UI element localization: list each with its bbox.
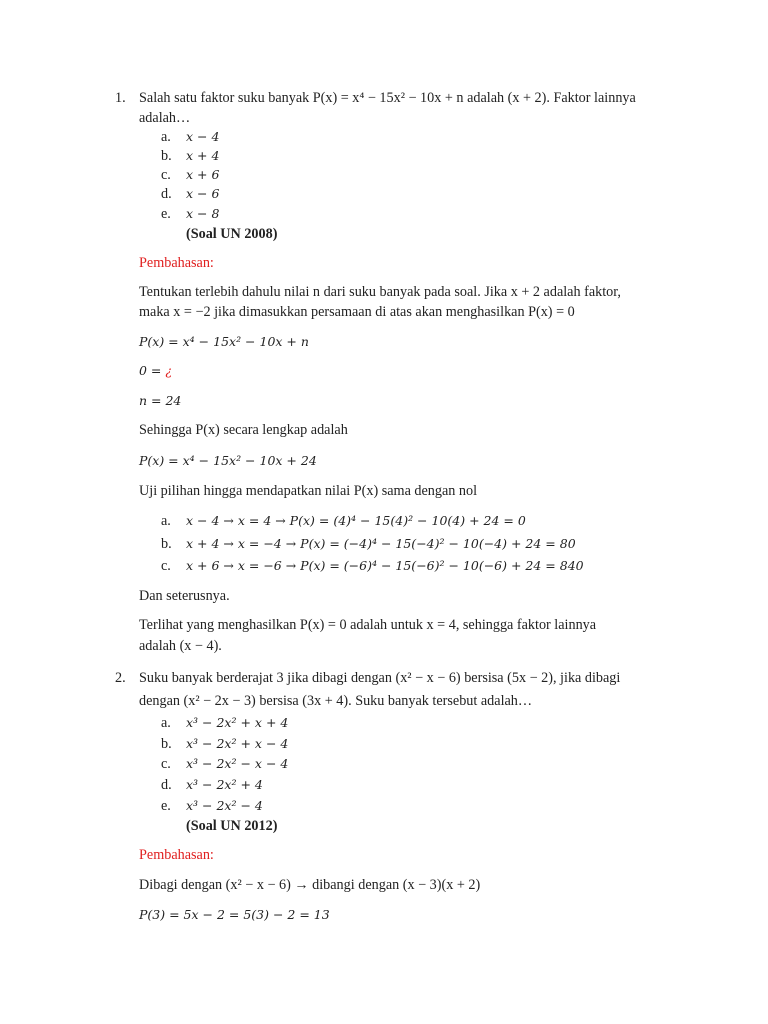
option-value: x³ − 2x² + x − 4: [186, 736, 289, 751]
discussion-text: adalah (x − 4).: [139, 638, 222, 654]
option-value: x − 8: [186, 206, 220, 221]
test-equation: x − 4 → x = 4 → P(x) = (4)⁴ − 15(4)² − 10(4) + 24 = 0: [186, 513, 526, 528]
question-number: 2.: [115, 670, 126, 686]
discussion-text: Dibagi dengan (x² − x − 6) → dibangi dengan (x − 3)(x + 2): [139, 877, 481, 893]
equation: n = 24: [139, 393, 182, 408]
option-value: x³ − 2x² + 4: [186, 777, 263, 792]
discussion-text: maka x = −2 jika dimasukkan persamaan di atas akan menghasilkan P(x) = 0: [139, 304, 575, 320]
option-label: d.: [161, 777, 172, 793]
equation-left: 0 =: [139, 363, 166, 378]
discussion-text: Uji pilihan hingga mendapatkan nilai P(x) sama dengan nol: [139, 483, 478, 499]
option-value: x³ − 2x² + x + 4: [186, 715, 289, 730]
test-label: b.: [161, 536, 172, 552]
question-source: (Soal UN 2008): [186, 226, 278, 242]
question-stem: dengan (x² − 2x − 3) bersisa (3x + 4). Suku banyak tersebut adalah…: [139, 693, 533, 709]
discussion-text: Dan seterusnya.: [139, 588, 230, 604]
garbled-glyph: ¿: [165, 363, 173, 378]
question-stem: Salah satu faktor suku banyak P(x) = x⁴ − 15x² − 10x + n adalah (x + 2). Faktor lainnya: [139, 90, 636, 106]
option-label: a.: [161, 715, 171, 731]
option-label: e.: [161, 798, 171, 814]
option-value: x − 6: [186, 186, 220, 201]
question-source: (Soal UN 2012): [186, 818, 278, 834]
option-label: e.: [161, 206, 171, 222]
equation: P(3) = 5x − 2 = 5(3) − 2 = 13: [139, 907, 330, 922]
option-value: x − 4: [186, 129, 220, 144]
option-label: b.: [161, 736, 172, 752]
question-stem: adalah…: [139, 110, 191, 126]
discussion-text: Sehingga P(x) secara lengkap adalah: [139, 422, 348, 438]
option-value: x + 4: [186, 148, 220, 163]
question-number: 1.: [115, 90, 126, 106]
option-value: x³ − 2x² − 4: [186, 798, 263, 813]
option-value: x + 6: [186, 167, 220, 182]
option-label: c.: [161, 756, 171, 772]
equation: P(x) = x⁴ − 15x² − 10x + 24: [139, 453, 317, 468]
option-label: a.: [161, 129, 171, 145]
discussion-heading: Pembahasan:: [139, 847, 214, 863]
test-equation: x + 6 → x = −6 → P(x) = (−6)⁴ − 15(−6)² − 10(−6) + 24 = 840: [186, 558, 584, 573]
test-label: c.: [161, 558, 171, 574]
test-equation: x + 4 → x = −4 → P(x) = (−4)⁴ − 15(−4)² − 10(−4) + 24 = 80: [186, 536, 576, 551]
equation: [139, 362, 172, 380]
option-label: d.: [161, 186, 172, 202]
test-label: a.: [161, 513, 171, 529]
option-value: x³ − 2x² − x − 4: [186, 756, 289, 771]
question-stem: Suku banyak berderajat 3 jika dibagi dengan (x² − x − 6) bersisa (5x − 2), jika dibagi: [139, 670, 621, 686]
discussion-heading: Pembahasan:: [139, 255, 214, 271]
option-label: c.: [161, 167, 171, 183]
option-label: b.: [161, 148, 172, 164]
discussion-text: Terlihat yang menghasilkan P(x) = 0 adalah untuk x = 4, sehingga faktor lainnya: [139, 617, 597, 633]
equation: P(x) = x⁴ − 15x² − 10x + n: [139, 334, 309, 349]
discussion-text: Tentukan terlebih dahulu nilai n dari suku banyak pada soal. Jika x + 2 adalah faktor,: [139, 284, 621, 300]
